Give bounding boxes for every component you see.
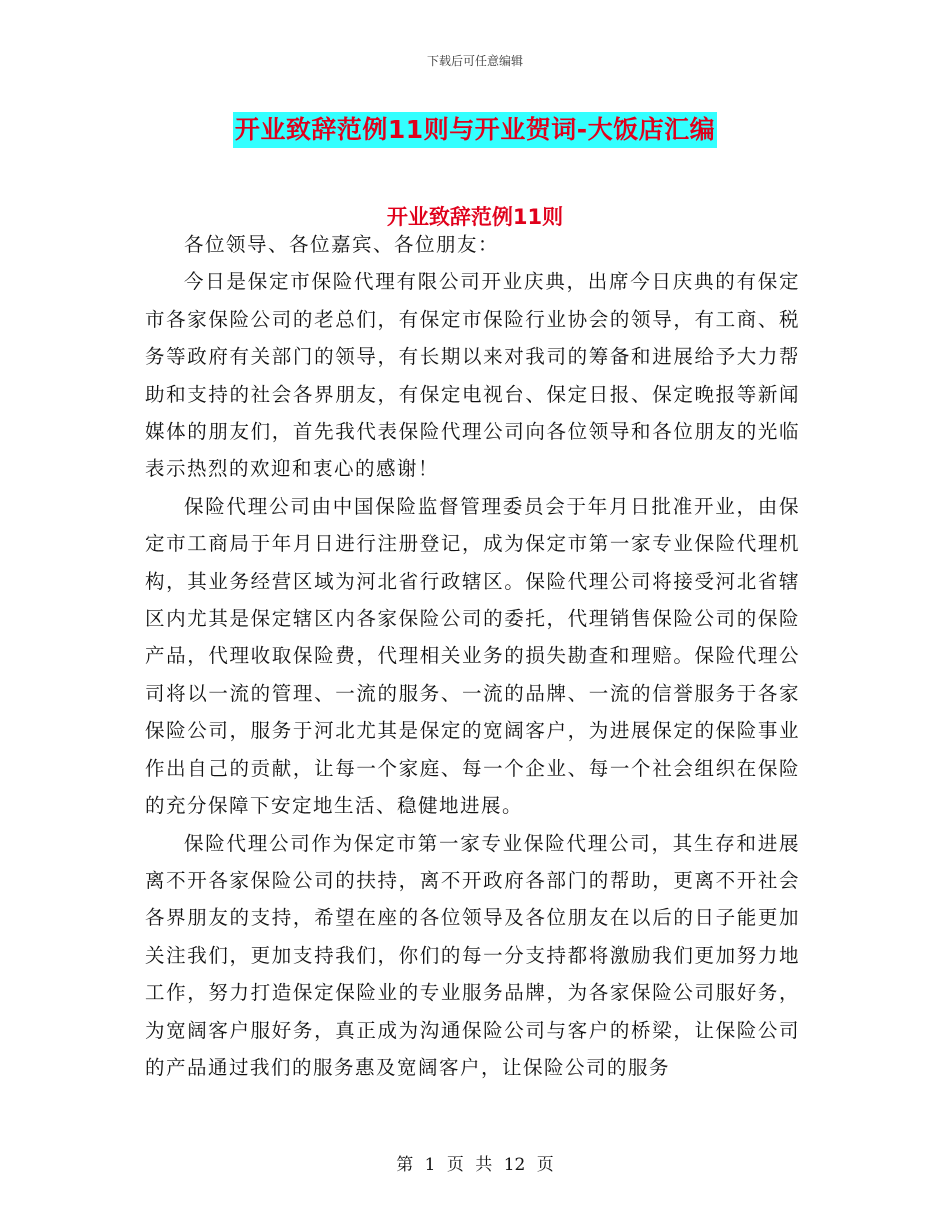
body-paragraph: 保险代理公司作为保定市第一家专业保险代理公司，其生存和进展离不开各家保险公司的扶持，离不开政府各部门的帮助，更离不开社会各界朋友的支持，希望在座的各位领导及各位朋友在以后的日子能更加关注我们，更加支持我们，你们的每一分支持都将激励我们更加努力地工作，努力打造保定保险业的专业服务品牌，为各家保险公司服好务，为宽阔客户服好务，真正成为沟通保险公司与客户的桥梁，让保险公司的产品通过我们的服务惠及宽阔客户，让保险公司的服务 — [145, 831, 800, 1079]
footer-page-word: 第 — [396, 1155, 414, 1175]
footer-page-number: 1 — [424, 1155, 436, 1175]
footer-total-word: 共 — [475, 1155, 493, 1175]
section-title: 开业致辞范例11则 — [386, 205, 564, 229]
document-body — [145, 226, 800, 1086]
footer-total-pages: 12 — [503, 1155, 526, 1175]
body-paragraph: 保险代理公司由中国保险监督管理委员会于年月日批准开业，由保定市工商局于年月日进行注册登记，成为保定市第一家专业保险代理机构，其业务经营区域为河北省行政辖区。保险代理公司将接受河北省辖区内尤其是保定辖区内各家保险公司的委托，代理销售保险公司的保险产品，代理收取保险费，代理相关业务的损失勘查和理赔。保险代理公司将以一流的管理、一流的服务、一流的品牌、一流的信誉服务于各家保险公司，服务于河北尤其是保定的宽阔客户，为进展保定的保险事业作出自己的贡献，让每一个家庭、每一个企业、每一个社会组织在保险的充分保障下安定地生活、稳健地进展。 — [145, 494, 800, 818]
body-paragraph: 今日是保定市保险代理有限公司开业庆典，出席今日庆典的有保定市各家保险公司的老总们，有保定市保险行业协会的领导，有工商、税务等政府有关部门的领导，有长期以来对我司的筹备和进展给予大力帮助和支持的社会各界朋友，有保定电视台、保定日报、保定晚报等新闻媒体的朋友们，首先我代表保险代理公司向各位领导和各位朋友的光临表示热烈的欢迎和衷心的感谢！ — [145, 270, 800, 481]
document-title: 开业致辞范例11则与开业贺词-大饭店汇编 — [233, 112, 717, 148]
salutation-paragraph: 各位领导、各位嘉宾、各位朋友： — [184, 233, 500, 256]
page-header: 下载后可任意编辑 — [426, 54, 523, 68]
main-title-container — [0, 112, 950, 148]
footer-page-unit: 页 — [446, 1155, 464, 1175]
footer-total-unit: 页 — [536, 1155, 554, 1175]
page-footer — [0, 1153, 950, 1177]
